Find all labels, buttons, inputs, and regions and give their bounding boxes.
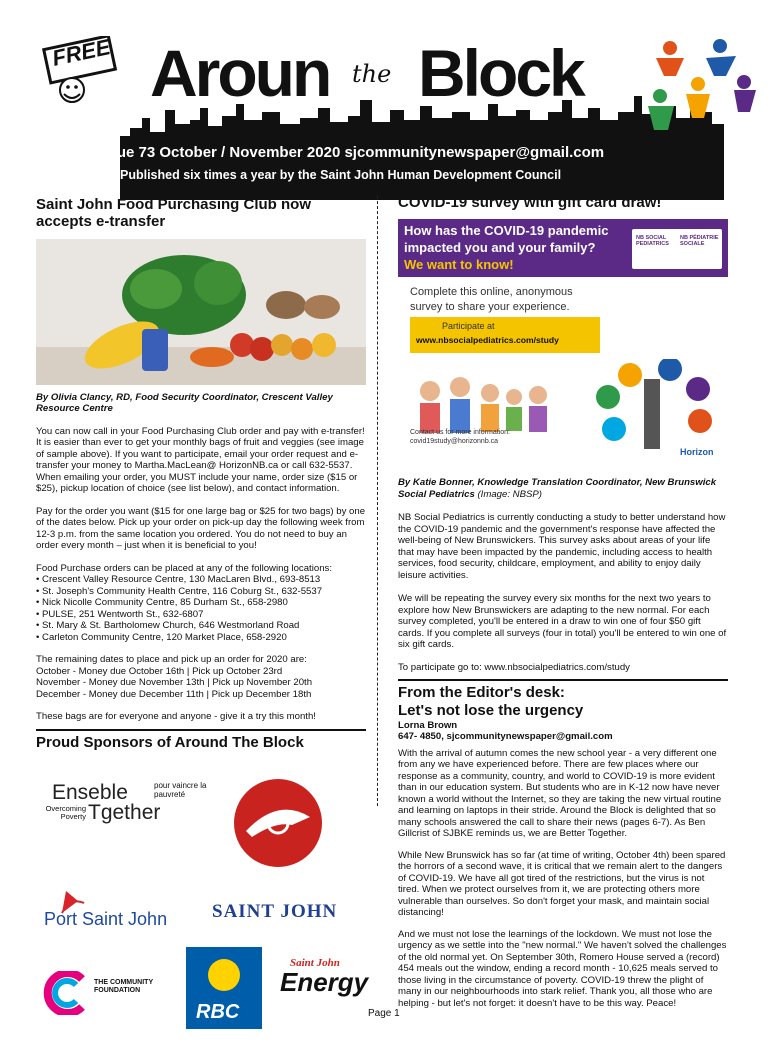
closing-line: These bags are for everyone and anyone - give it a try this month! (36, 711, 316, 722)
food-club-byline: By Olivia Clancy, RD, Food Security Coordinator, Crescent Valley Resource Centre (36, 391, 333, 414)
nb-pediatrie-sociale-label: NB PÉDIATRIE SOCIALE (680, 235, 719, 248)
food-club-para-1: You can now call in your Food Purchasing Club order and pay with e-transfer! It is easier than ever to get your monthly bags of fruit and veggies (see image of sample above). If you want to participate, email your order request and e-transfer your money to Martha.MacLean@ HorizonNB.ca or call 632-5537. When emailing your order, you MUST include your name, order size ($15 or $25), pickup location of choice (see list below), and contact information. (36, 425, 365, 494)
location-item: • St. Mary & St. Bartholomew Church, 646 Westmorland Road (36, 620, 300, 631)
community-foundation-label: THE COMMUNITY FOUNDATION (94, 978, 153, 995)
issue-line: Issue 73 October / November 2020 sjcommunitynewspaper@gmail.com (96, 144, 605, 161)
covid-byline: By Katie Bonner, Knowledge Translation Coordinator, New Brunswick Social Pediatrics (398, 477, 717, 500)
location-item: • PULSE, 251 Wentworth St., 632-6807 (36, 608, 204, 620)
column-divider (377, 196, 378, 806)
editor-para-3: And we must not lose the learnings of the lockdown. We must not lose the urgency as we settle into the "new normal." We haven't solved the challenges of the old normal yet. On September 30th, Romero House served a (record) 454 meals out the window, ending a record month - 10,625 meals served to those living in the circumstance of poverty. COVID-19 threw the plight of many in our neighbourhoods into stark relief. Thank you, all those who are helping - but let's not forget: it doesn't have to be this way. Peace! (398, 928, 727, 1009)
location-item: • Crescent Valley Resource Centre, 130 MacLaren Blvd., 693-8513 (36, 574, 321, 585)
poster-contact: Contact us for more information: covid19study@horizonnb.ca (410, 429, 510, 445)
date-item: October - Money due October 16th | Pick up October 23rd (36, 665, 283, 677)
ensemble-logo: Enseble (52, 780, 128, 804)
location-item: • St. Joseph's Community Health Centre, 116 Coburg St., 632-5537 (36, 585, 323, 597)
people-logo-icon (640, 36, 760, 136)
food-club-headline: Saint John Food Purchasing Club now accepts e-transfer (36, 196, 311, 231)
poster-complete-text: Complete this online, anonymous survey to share your experience. (410, 286, 573, 313)
editor-name: Lorna Brown (398, 719, 458, 731)
editor-heading-2: Let's not lose the urgency (398, 701, 584, 719)
ensemble-together: Tgether (88, 800, 161, 824)
masthead (0, 0, 770, 200)
left-column (36, 194, 369, 1041)
published-line: Published six times a year by the Saint John Human Development Council (120, 168, 562, 182)
locations-intro: Food Purchase orders can be placed at any of the following locations: (36, 562, 332, 574)
energy-saint-john-label: Saint John (290, 956, 340, 969)
poster-participate-label: Participate at (442, 321, 495, 332)
rbc-label: RBC (196, 1000, 240, 1023)
covid-image-credit: (Image: NBSP) (477, 488, 542, 500)
covid-survey-poster (398, 219, 728, 461)
editor-heading-1: From the Editor's desk: (398, 684, 565, 702)
right-column (398, 194, 728, 1009)
editor-para-1: With the arrival of autumn comes the new school year - a very different one from any we have experienced before. There are few places where our response as a community, country, and world to COVID-19 is more evident than in our education system. But students who are in K-12 now have never known a world without the Internet, so they are taking the new virtual routine and learning on laptops in their stride. Around the Block is delighted that so many schools answered the call to share their news (pages 6-7). As Ben Gillcrist of SJBKE reminds us, we are Better Together. (398, 747, 722, 840)
covid-para-3: To participate go to: www.nbsocialpediatrics.com/study (398, 661, 630, 673)
saint-john-label: SAINT JOHN (212, 900, 338, 922)
free-label: FREE (49, 34, 113, 71)
poster-url[interactable]: www.nbsocialpediatrics.com/study (416, 335, 559, 346)
produce-photo (36, 239, 366, 385)
page-number: Page 1 (368, 1008, 400, 1019)
dates-intro: The remaining dates to place and pick up an order for 2020 are: (36, 654, 307, 665)
date-item: November - Money due November 13th | Pick up November 20th (36, 677, 313, 688)
location-item: • Nick Nicolle Community Centre, 85 Durham St., 658-2980 (36, 597, 288, 608)
community-foundation-icon (42, 971, 86, 1015)
food-club-para-2: Pay for the order you want ($15 for one large bag or $25 for two bags) by one of the dates below. Pick up your order on pick-up day the following week from 12-3 p.m. from the same location you ordered. You do not need to buy an order every month – just when it is beneficial to you! (36, 505, 366, 551)
location-item: • Carleton Community Centre, 120 Market Place, 658-2920 (36, 631, 287, 643)
title-block: Block (418, 36, 583, 110)
ensemble-overcoming: Overcoming Poverty (45, 803, 86, 821)
sponsor-logos (36, 751, 369, 1041)
poster-line-1: How has the COVID-19 pandemic (404, 223, 609, 239)
title-the: the (352, 60, 392, 88)
covid-para-1: NB Social Pediatrics is currently conducting a study to better understand how the COVID-19 pandemic and the government's response have affected the well-being of New Brunswickers. This survey asks about areas of your life that may have been impacted by the pandemic, including access to health services, food security, childcare, employment, and ability to enjoy daily leisure activities. (398, 512, 726, 581)
horizon-label: Horizon (680, 447, 714, 458)
title-around: Aroun (150, 36, 330, 110)
editor-para-2: While New Brunswick has so far (at time of writing, October 4th) been spared the horrors of a second wave, it is critical that we remain alert to the dangers of COVID-19. We have all got tired of the restrictions, but the virus is not tired. When we protect ourselves from it, we are protecting others more vulnerable than ourselves. So don't forget your mask, and maintain social distancing! (398, 849, 726, 919)
energy-label: Energy (280, 966, 369, 997)
covid-para-2: We will be repeating the survey every six months for the next two years to explore how New Brunswickers are adapting to the new normal. For each survey completed, you'll be entered in a draw to win one of four $50 gift cards. If you complete all surveys (four in total) you'll be entered to win one of six gift cards. (398, 593, 727, 651)
date-item: December - Money due December 11th | Pick up December 18th (36, 688, 312, 700)
editor-contact: 647- 4850, sjcommunitynewspaper@gmail.com (398, 731, 613, 743)
poster-line-2: impacted you and your family? (404, 240, 596, 256)
sponsors-heading: Proud Sponsors of Around The Block (36, 733, 304, 751)
nb-social-pediatrics-label: NB SOCIAL PEDIATRICS (636, 235, 669, 248)
ensemble-tagline: pour vaincre la pauvreté (154, 780, 207, 799)
poster-line-3: We want to know! (404, 257, 514, 273)
covid-headline: COVID-19 survey with gift card draw! (398, 194, 662, 211)
port-saint-john-label: Port Saint John (44, 908, 168, 929)
saint-john-crest-icon (232, 777, 324, 869)
